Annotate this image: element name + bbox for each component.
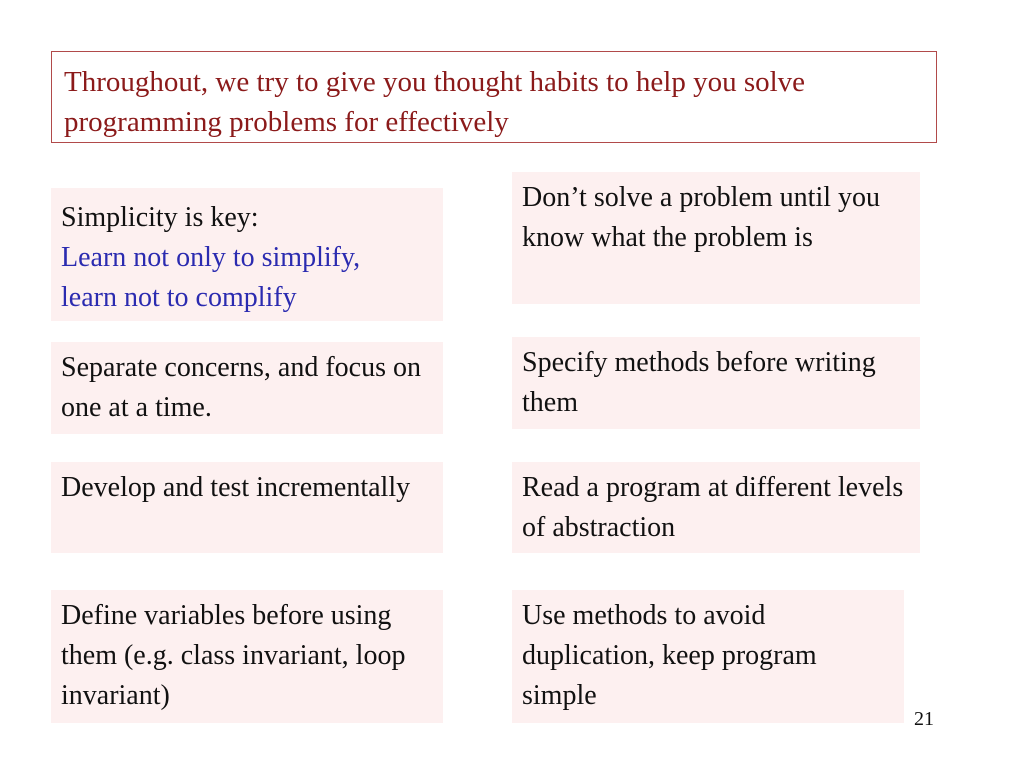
intro-box <box>51 51 937 143</box>
simplicity-line-1: Learn not only to simplify, <box>61 242 361 273</box>
simplicity-box <box>51 188 443 321</box>
use-methods-box <box>512 590 904 723</box>
define-variables-text: Define variables before using them (e.g. class invariant, loop invariant) <box>61 600 406 711</box>
specify-methods-box <box>512 337 920 429</box>
specify-methods-text: Specify methods before writing them <box>522 347 876 418</box>
dont-solve-box <box>512 172 920 304</box>
separate-concerns-text: Separate concerns, and focus on one at a time. <box>61 352 421 423</box>
simplicity-line-2: learn not to complify <box>61 282 297 313</box>
develop-test-text: Develop and test incrementally <box>61 472 411 503</box>
slide-number: 21 <box>914 708 934 730</box>
use-methods-text: Use methods to avoid duplication, keep program simple <box>522 600 817 711</box>
intro-text: Throughout, we try to give you thought habits to help you solve programming problems for effectively <box>64 66 806 138</box>
read-program-text: Read a program at different levels of abstraction <box>522 472 904 543</box>
dont-solve-text: Don’t solve a problem until you know what the problem is <box>522 182 880 253</box>
read-program-box <box>512 462 920 553</box>
define-variables-box <box>51 590 443 723</box>
simplicity-heading: Simplicity is key: <box>61 202 259 233</box>
separate-concerns-box <box>51 342 443 434</box>
develop-test-box <box>51 462 443 553</box>
